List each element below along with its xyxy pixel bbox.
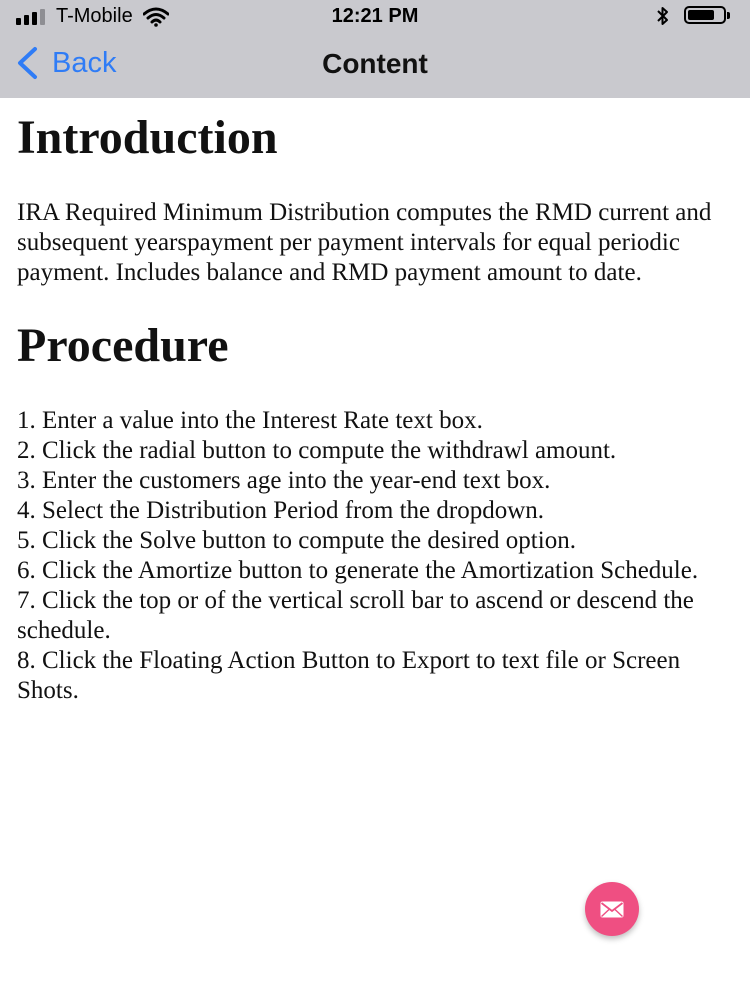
intro-heading: Introduction xyxy=(17,111,278,164)
carrier-label: T-Mobile xyxy=(56,5,133,27)
status-time: 12:21 PM xyxy=(331,5,419,27)
status-bar xyxy=(0,0,750,32)
procedure-step: 6. Click the Amortize button to generate the Amortization Schedule. xyxy=(17,557,699,584)
procedure-step: 5. Click the Solve button to compute the desired option. xyxy=(17,527,576,554)
status-right xyxy=(656,6,732,26)
procedure-step: 3. Enter the customers age into the year-end text box. xyxy=(17,467,551,494)
back-label: Back xyxy=(52,46,117,79)
floating-action-button[interactable] xyxy=(585,882,639,936)
navigation-bar xyxy=(0,32,750,98)
page-title: Content xyxy=(322,48,428,79)
procedure-step: 4. Select the Distribution Period from the dropdown. xyxy=(17,497,545,524)
intro-paragraph: IRA Required Minimum Distribution computes the RMD current and subsequent yearspayment per payment intervals for equal periodic payment. Includes balance and RMD payment amount to date. xyxy=(17,199,712,286)
procedure-steps xyxy=(17,406,733,706)
mail-icon xyxy=(600,901,624,918)
procedure-step: 1. Enter a value into the Interest Rate text box. xyxy=(17,407,483,434)
procedure-step: 7. Click the top or of the vertical scroll bar to ascend or descend the schedule. xyxy=(17,587,694,644)
procedure-heading: Procedure xyxy=(17,319,229,372)
procedure-step: 2. Click the radial button to compute the withdrawl amount. xyxy=(17,437,617,464)
content-area xyxy=(17,98,733,706)
battery-icon xyxy=(684,6,732,26)
procedure-step: 8. Click the Floating Action Button to Export to text file or Screen Shots. xyxy=(17,647,681,704)
bluetooth-icon xyxy=(656,6,670,26)
